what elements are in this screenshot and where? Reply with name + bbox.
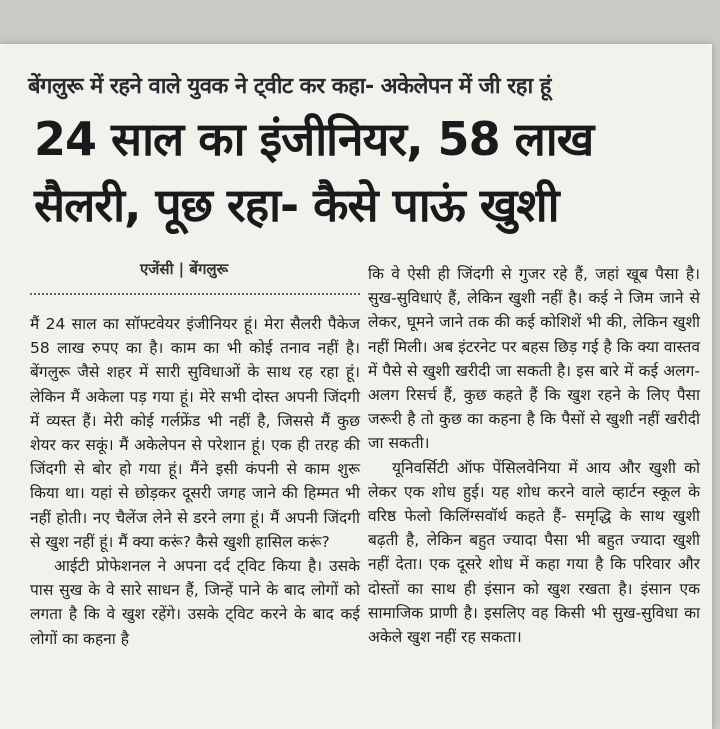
paragraph: यूनिवर्सिटी ऑफ पेंसिलवेनिया में आय और खुशी को लेकर एक शोध हुई। यह शोध करने वाले व्हार्टन स्कूल के वरिष्ठ फेलो किलिंग्सवॉर्थ कहते हैं- समृद्धि के साथ खुशी बढ़ती है, लेकिन बहुत ज्यादा पैसा भी बहुत ज्यादा खुशी नहीं देता। एक दूसरे शोध में कहा गया है कि परिवार और दोस्तों का साथ ही इंसान को खुश रखता है। इंसान एक सामाजिक प्राणी है। इसलिए वह किसी भी सुख-सुविधा का अकेले खुश नहीं रह सकता। [368, 458, 700, 647]
article-column-right [368, 262, 700, 649]
headline-line-2: सैलरी, पूछ रहा- कैसे पाऊं खुशी [34, 178, 559, 232]
article-byline: एजेंसी | बेंगलुरू [140, 260, 229, 278]
paragraph: आईटी प्रोफेशनल ने अपना दर्द ट्विट किया है। उसके पास सुख के वे सारे साधन हैं, जिन्हें पाने के बाद लोगों को लगता है कि वे खुश रहेंगे। उसके ट्विट करने के बाद कई लोगों का कहना है [30, 557, 360, 648]
newspaper-clipping [0, 44, 712, 729]
byline-divider [30, 293, 360, 295]
article-column-left [30, 312, 360, 651]
paragraph: मैं 24 साल का सॉफ्टवेयर इंजीनियर हूं। मेरा सैलरी पैकेज 58 लाख रुपए का है। काम का भी कोई तनाव नहीं है। बेंगलुरू जैसे शहर में सारी सुविधाओं के साथ रह रहा हूं। लेकिन मैं अकेला पड़ गया हूं। मेरे सभी दोस्त अपनी जिंदगी में व्यस्त हैं। मेरी कोई गर्लफ्रेंड भी नहीं है, जिससे मैं कुछ शेयर कर सकूं। मैं अकेलेपन से परेशान हूं। एक ही तरह की जिंदगी से बोर हो गया हूं। मैंने इसी कंपनी से काम शुरू किया था। यहां से छोड़कर दूसरी जगह जाने की हिम्मत भी नहीं होती। नए चैलेंज लेने से डरने लगा हूं। मैं अपनी जिंदगी से खुश नहीं हूं। मैं क्या करूं? कैसे खुशी हासिल करूं? [30, 315, 360, 551]
paragraph: कि वे ऐसी ही जिंदगी से गुजर रहे हैं, जहां खूब पैसा है। सुख-सुविधाएं हैं, लेकिन खुशी नहीं है। कई ने जिम जाने से लेकर, घूमने जाने तक की कई कोशिशें भी की, लेकिन खुशी नहीं मिली। अब इंटरनेट पर बहस छिड़ गई है कि क्या वास्तव में पैसे से खुशी खरीदी जा सकती है। इस बारे में कई अलग-अलग रिसर्च हैं, कुछ कहते हैं कि खुश रहने के लिए पैसा जरूरी है तो कुछ का कहना है कि पैसों से खुशी नहीं खरीदी जा सकती। [368, 265, 700, 453]
article-kicker: बेंगलुरू में रहने वाले युवक ने ट्वीट कर कहा- अकेलेपन में जी रहा हूं [28, 74, 551, 99]
article-headline [34, 106, 704, 238]
headline-line-1: 24 साल का इंजीनियर, 58 लाख [34, 112, 594, 166]
